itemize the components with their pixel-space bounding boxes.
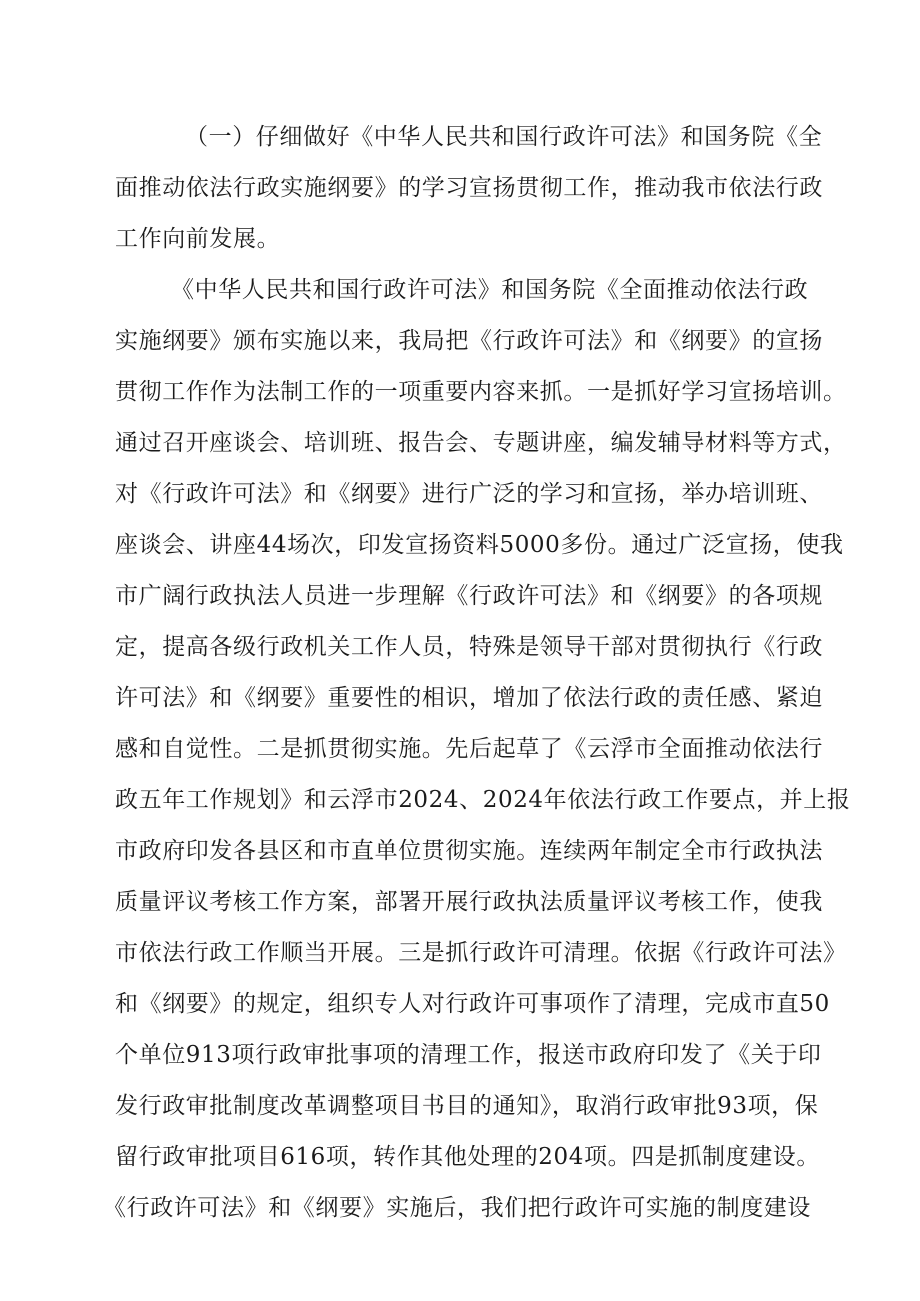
- text-line: 感和自觉性。二是抓贯彻实施。先后起草了《云浮市全面推动依法行: [115, 736, 823, 762]
- text-line: 市政府印发各县区和市直单位贯彻实施。连续两年制定全市行政执法: [115, 838, 823, 864]
- text-line: （一）仔细做好《中华人民共和国行政许可法》和国务院《全: [185, 124, 823, 150]
- document-body: [103, 112, 851, 1234]
- text-line: 工作向前发展。: [115, 226, 281, 252]
- text-line: 许可法》和《纲要》重要性的相识，增加了依法行政的责任感、紧迫: [115, 685, 823, 711]
- text-line: 《行政许可法》和《纲要》实施后，我们把行政许可实施的制度建设: [103, 1195, 811, 1221]
- text-line: 定，提高各级行政机关工作人员，特殊是领导干部对贯彻执行《行政: [115, 634, 823, 660]
- text-line: 市依法行政工作顺当开展。三是抓行政许可清理。依据《行政许可法》: [115, 940, 847, 966]
- text-line: 通过召开座谈会、培训班、报告会、专题讲座，编发辅导材料等方式，: [115, 430, 847, 456]
- text-line: 座谈会、讲座44场次，印发宣扬资料5000多份。通过广泛宣扬，使我: [115, 532, 844, 558]
- text-line: 实施纲要》颁布实施以来，我局把《行政许可法》和《纲要》的宣扬: [115, 328, 823, 354]
- text-line: 贯彻工作作为法制工作的一项重要内容来抓。一是抓好学习宣扬培训。: [115, 379, 847, 405]
- text-line: 和《纲要》的规定，组织专人对行政许可事项作了清理，完成市直50: [115, 991, 830, 1017]
- text-line: 市广阔行政执法人员进一步理解《行政许可法》和《纲要》的各项规: [115, 583, 823, 609]
- text-line: 《中华人民共和国行政许可法》和国务院《全面推动依法行政: [171, 277, 809, 303]
- text-line: 面推动依法行政实施纲要》的学习宣扬贯彻工作，推动我市依法行政: [115, 175, 823, 201]
- text-line: 个单位913项行政审批事项的清理工作，报送市政府印发了《关于印: [115, 1042, 822, 1068]
- text-line: 留行政审批项目616项，转作其他处理的204项。四是抓制度建设。: [115, 1144, 820, 1170]
- text-line: 政五年工作规划》和云浮市2024、2024年依法行政工作要点，并上报: [115, 787, 851, 813]
- text-line: 质量评议考核工作方案，部署开展行政执法质量评议考核工作，使我: [115, 889, 823, 915]
- text-line: 对《行政许可法》和《纲要》进行广泛的学习和宣扬，举办培训班、: [115, 481, 823, 507]
- text-line: 发行政审批制度改革调整项目书目的通知》，取消行政审批93项，保: [115, 1093, 819, 1119]
